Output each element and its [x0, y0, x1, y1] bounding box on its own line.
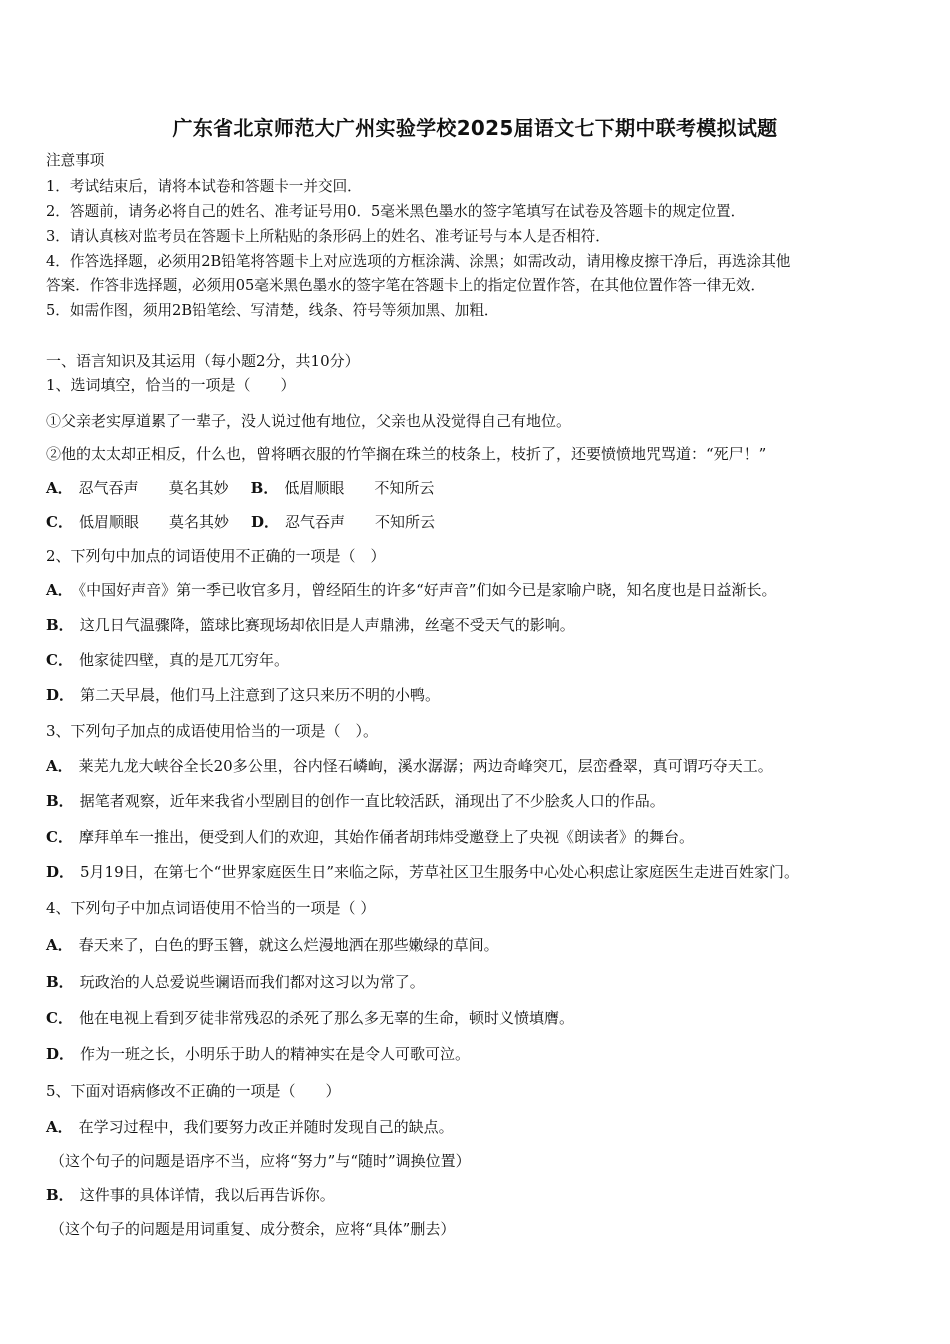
option-text: 莱芜九龙大峡谷全长20多公里，谷内怪石嶙峋，溪水潺潺；两边奇峰突兀，层峦叠翠，真可谓巧夺天工。 [78, 757, 773, 775]
notice-item: 5．如需作图，须用2B铅笔绘、写清楚，线条、符号等须加黑、加粗． [46, 302, 499, 319]
question-stem-2: 2、下列句中加点的词语使用不正确的一项是（ ） [46, 547, 386, 565]
option-text: 5月19日，在第七个“世界家庭医生日”来临之际，芳草社区卫生服务中心处心积虑让家庭医生走进百姓家门。 [80, 863, 799, 881]
option-label: C． [46, 1009, 73, 1027]
question-2-option-b [46, 615, 575, 635]
option-text: 玩政治的人总爱说些谰语而我们都对这习以为常了。 [79, 973, 425, 991]
question-3-option-c [46, 827, 694, 847]
question-5-note-b: （这个句子的问题是用词重复、成分赘余，应将“具体”删去） [50, 1220, 456, 1238]
option-label-b: B． [250, 479, 279, 497]
option-d: 忍气吞声 不知所云 [284, 513, 435, 531]
option-label: D． [46, 686, 75, 704]
option-label: A． [46, 936, 73, 954]
option-text: 在学习过程中，我们要努力改正并随时发现自己的缺点。 [78, 1118, 454, 1136]
option-c: 低眉顺眼 莫名其妙 [78, 513, 229, 531]
option-text: 作为一班之长，小明乐于助人的精神实在是令人可歌可泣。 [80, 1045, 471, 1063]
option-label: B． [46, 616, 74, 634]
option-label: A． [46, 757, 73, 775]
option-text: 春天来了，白色的野玉簪，就这么烂漫地洒在那些嫩绿的草间。 [78, 936, 499, 954]
question-5-option-b [46, 1185, 335, 1205]
question-1-sentence-1: ①父亲老实厚道累了一辈子，没人说过他有地位，父亲也从没觉得自己有地位。 [46, 412, 572, 430]
question-2-option-d [46, 685, 440, 705]
option-label-c: C． [46, 513, 73, 531]
option-label: B． [46, 1186, 74, 1204]
question-4-option-d [46, 1044, 470, 1064]
question-3-option-d [46, 862, 799, 882]
option-label: C． [46, 651, 73, 669]
option-text: 摩拜单车一推出，便受到人们的欢迎，其始作俑者胡玮炜受邀登上了央视《朗读者》的舞台。 [78, 828, 694, 846]
option-text: 这件事的具体详情，我以后再告诉你。 [79, 1186, 335, 1204]
option-label: B． [46, 792, 74, 810]
option-label: D． [46, 863, 75, 881]
question-2-option-a [46, 580, 776, 600]
notice-item: 4．作答选择题，必须用2B铅笔将答题卡上对应选项的方框涂满、涂黑；如需改动，请用橡皮擦干净后，再选涂其他 [46, 253, 791, 270]
question-1-options-row-1 [46, 478, 434, 498]
option-label: B． [46, 973, 74, 991]
option-text: 第二天早晨，他们马上注意到了这只来历不明的小鸭。 [80, 686, 441, 704]
notice-item: 1．考试结束后，请将本试卷和答题卡一并交回． [46, 178, 362, 195]
question-stem-1: 1、选词填空，恰当的一项是（ ） [46, 376, 296, 394]
option-text: 他在电视上看到歹徒非常残忍的杀死了那么多无辜的生命，顿时义愤填膺。 [78, 1009, 574, 1027]
option-text: 《中国好声音》第一季已收官多月，曾经陌生的许多“好声音”们如今已是家喻户晓，知名度也是日益渐长。 [78, 581, 777, 599]
option-label: D． [46, 1045, 75, 1063]
question-4-option-c [46, 1008, 574, 1028]
question-3-option-a [46, 756, 773, 776]
question-5-option-a [46, 1117, 454, 1137]
option-label: A． [46, 1118, 73, 1136]
page-title: 广东省北京师范大广州实验学校2025届语文七下期中联考模拟试题 [172, 116, 778, 140]
notice-item: 答案．作答非选择题，必须用05毫米黑色墨水的签字笔在答题卡上的指定位置作答，在其他位置作答一律无效． [46, 277, 766, 294]
section-heading: 一、语言知识及其运用（每小题2分，共10分） [46, 352, 360, 370]
option-text: 据笔者观察，近年来我省小型剧目的创作一直比较活跃，涌现出了不少脍炙人口的作品。 [79, 792, 665, 810]
notice-heading: 注意事项 [46, 152, 105, 169]
question-3-option-b [46, 791, 665, 811]
option-label-d: D． [250, 513, 279, 531]
option-label: C． [46, 828, 73, 846]
option-text: 这几日气温骤降，篮球比赛现场却依旧是人声鼎沸，丝毫不受天气的影响。 [79, 616, 575, 634]
option-text: 他家徒四壁，真的是兀兀穷年。 [78, 651, 289, 669]
option-b: 低眉顺眼 不知所云 [284, 479, 435, 497]
question-stem-3: 3、下列句子加点的成语使用恰当的一项是（ ）。 [46, 722, 379, 740]
question-5-note-a: （这个句子的问题是语序不当，应将“努力”与“随时”调换位置） [50, 1152, 471, 1170]
notice-item: 3．请认真核对监考员在答题卡上所粘贴的条形码上的姓名、准考证号与本人是否相符． [46, 228, 610, 245]
question-stem-5: 5、下面对语病修改不正确的一项是（ ） [46, 1082, 341, 1100]
option-label: A． [46, 581, 73, 599]
question-1-options-row-2 [46, 512, 435, 532]
question-4-option-b [46, 972, 425, 992]
notice-item: 2．答题前，请务必将自己的姓名、准考证号用0．5毫米黑色墨水的签字笔填写在试卷及答题卡的规定位置． [46, 203, 746, 220]
option-label-a: A． [46, 479, 73, 497]
option-a: 忍气吞声 莫名其妙 [78, 479, 229, 497]
question-stem-4: 4、下列句子中加点词语使用不恰当的一项是（ ） [46, 899, 376, 917]
question-4-option-a [46, 935, 499, 955]
question-1-sentence-2: ②他的太太却正相反，什么也，曾将晒衣服的竹竿搁在珠兰的枝条上，枝折了，还要愤愤地咒骂道：“死尸！” [46, 445, 767, 463]
question-2-option-c [46, 650, 289, 670]
